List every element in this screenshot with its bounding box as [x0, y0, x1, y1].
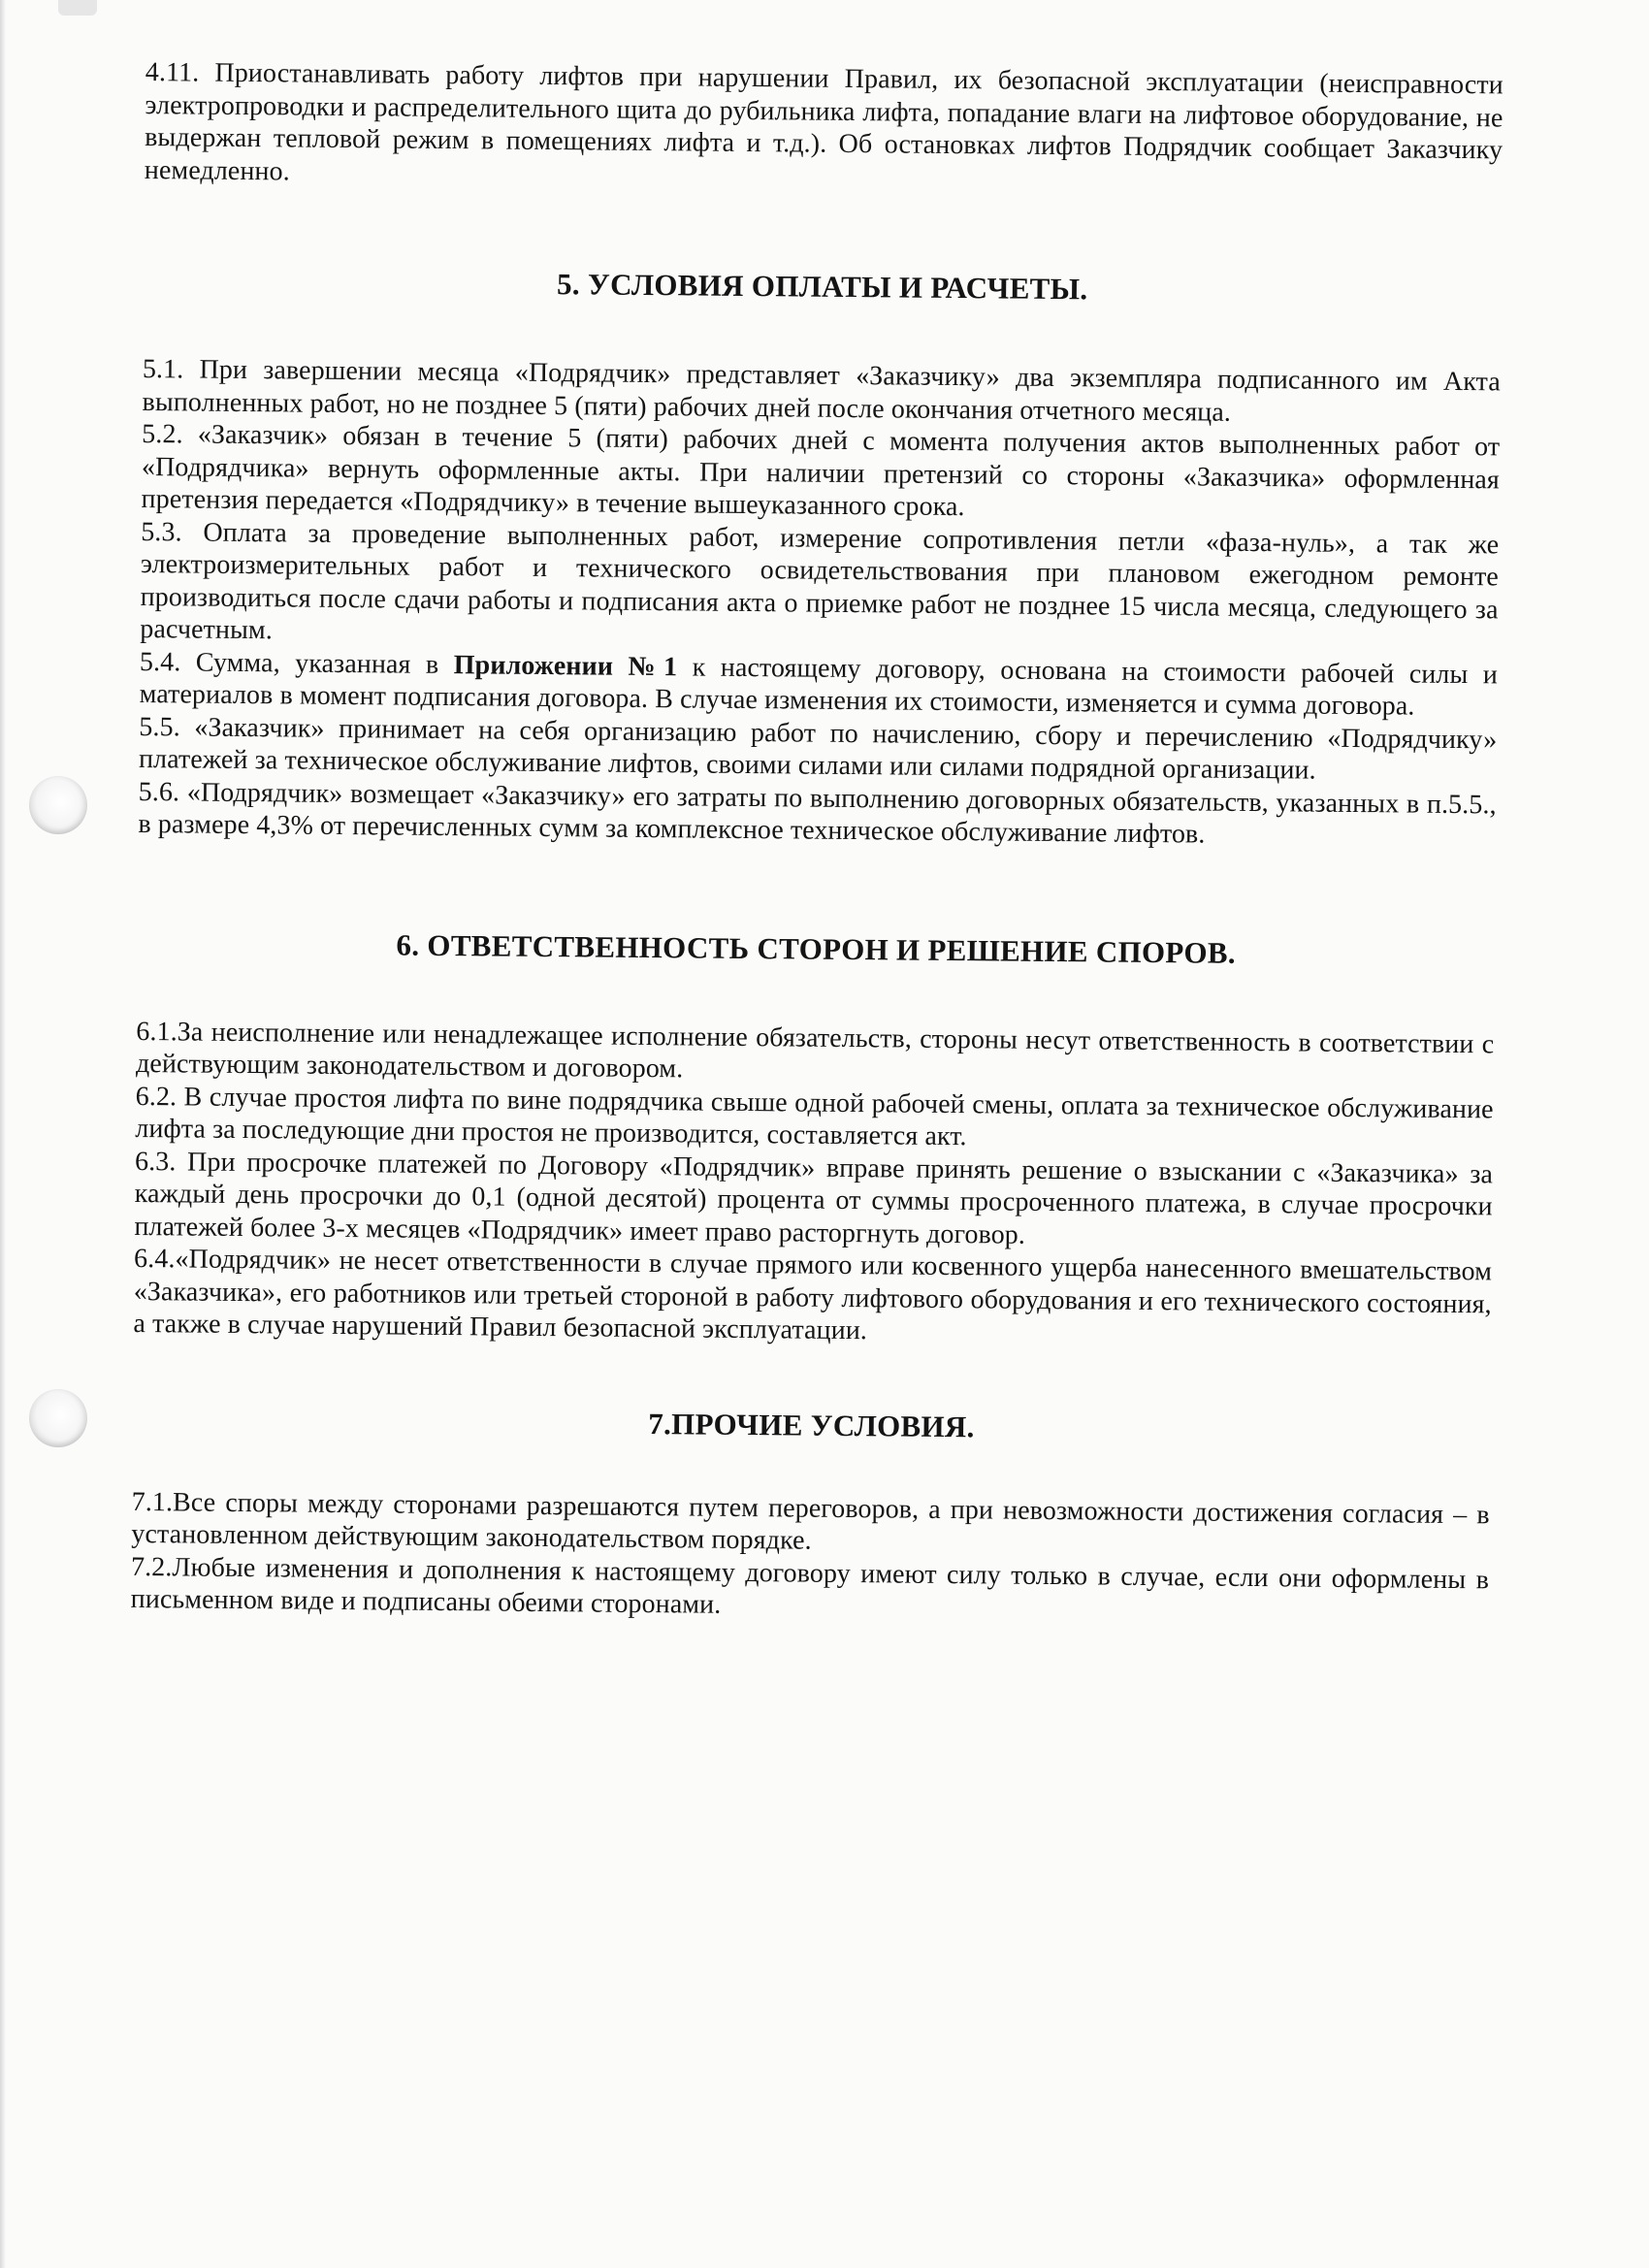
- clause-5-3: 5.3. Оплата за проведение выполненных работ, измерение сопротивления петли «фаза-нуль», а так же электроизмерительных работ и технического освидетельствования при плановом ежегодном ремонте производиться после сдачи работы и подписания акта о приемке работ не позднее 15 числа месяца, следующего за расчетным.: [140, 516, 1500, 646]
- clause-5-2: 5.2. «Заказчик» обязан в течение 5 (пяти) рабочих дней с момента получения актов выполненных работ от «Подрядчика» вернуть оформленные акты. При наличии претензий со стороны «Заказчика» оформленная претензия передается «Подрядчику» в течение вышеуказанного срока.: [141, 418, 1501, 523]
- clause-4-11: 4.11. Приостанавливать работу лифтов при нарушении Правил, их безопасной эксплуатации (неисправности электропроводки и распределительного щита до рубильника лифта, попадание влаги на лифтовое оборудование, не выдержан тепловой режим в помещениях лифта и т.д.). Об остановках лифтов Подрядчик сообщает Заказчику немедленно.: [144, 56, 1504, 186]
- clause-6-3: 6.3. При просрочке платежей по Договору «Подрядчик» вправе принять решение о взыскании с «Заказчика» за каждый день просрочки до 0,1 (одной десятой) процента от суммы просроченного платежа, в случае просрочки платежей более 3-х месяцев «Подрядчик» имеет право расторгнуть договор.: [134, 1146, 1494, 1250]
- clause-5-4: [140, 645, 1499, 723]
- punch-hole-icon: [29, 776, 87, 834]
- section-heading-7: 7.ПРОЧИЕ УСЛОВИЯ.: [648, 1406, 975, 1443]
- punch-hole-icon: [29, 1389, 87, 1447]
- clause-6-2: 6.2. В случае простоя лифта по вине подрядчика свыше одной рабочей смены, оплата за техническое обслуживание лифта за последующие дни простоя не производится, составляется акт.: [135, 1081, 1494, 1152]
- scan-corner-mark: [58, 0, 97, 16]
- clause-5-6: 5.6. «Подрядчик» возмещает «Заказчику» его затраты по выполнению договорных обязательств, указанных в п.5.5., в размере 4,3% от перечисленных сумм за комплексное техническое обслуживание лифтов.: [138, 776, 1497, 850]
- clause-6-4: 6.4.«Подрядчик» не несет ответственности в случае прямого или косвенного ущерба нанесенного вмешательством «Заказчика», его работников или третьей стороной в работу лифтового оборудования и его технического состояния, а также в случае нарушений Правил безопасной эксплуатации.: [133, 1243, 1493, 1346]
- clause-5-4-text-end: к настоящему договору, основана на стоимости рабочей силы и материалов в момент подписания договора. В случае изменения их стоимости, изменяется и сумма договора.: [139, 651, 1499, 722]
- clause-7-1: 7.1.Все споры между сторонами разрешаются путем переговоров, а при невозможности достижения согласия – в установленном действующим законодательством порядке.: [131, 1486, 1490, 1556]
- clause-7-2: 7.2.Любые изменения и дополнения к настоящему договору имеют силу только в случае, если они оформлены в письменном виде и подписаны обеими сторонами.: [130, 1551, 1490, 1620]
- clause-5-1: 5.1. При завершении месяца «Подрядчик» представляет «Заказчику» два экземпляра подписанного им Акта выполненных работ, но не позднее 5 (пяти) рабочих дней после окончания отчетного месяца.: [142, 353, 1501, 428]
- document-body: [131, 56, 1504, 1629]
- section-heading-6: 6. ОТВЕТСТВЕННОСТЬ СТОРОН И РЕШЕНИЕ СПОРОВ.: [396, 927, 1237, 970]
- clause-5-5: 5.5. «Заказчик» принимает на себя организацию работ по начислению, сбору и перечислению «Подрядчику» платежей за техническое обслуживание лифтов, своими силами или силами подрядной организации.: [138, 711, 1498, 786]
- section-heading-5: 5. УСЛОВИЯ ОПЛАТЫ И РАСЧЕТЫ.: [556, 267, 1088, 307]
- clause-5-4-text-start: 5.4. Сумма, указанная в: [139, 646, 454, 680]
- clause-6-1: 6.1.За неисполнение или ненадлежащее исполнение обязательств, стороны несут ответственность в соответствии с действующим законодательством и договором.: [135, 1016, 1495, 1085]
- appendix-reference: Приложении №1: [453, 649, 678, 682]
- scan-edge: [0, 0, 6, 2268]
